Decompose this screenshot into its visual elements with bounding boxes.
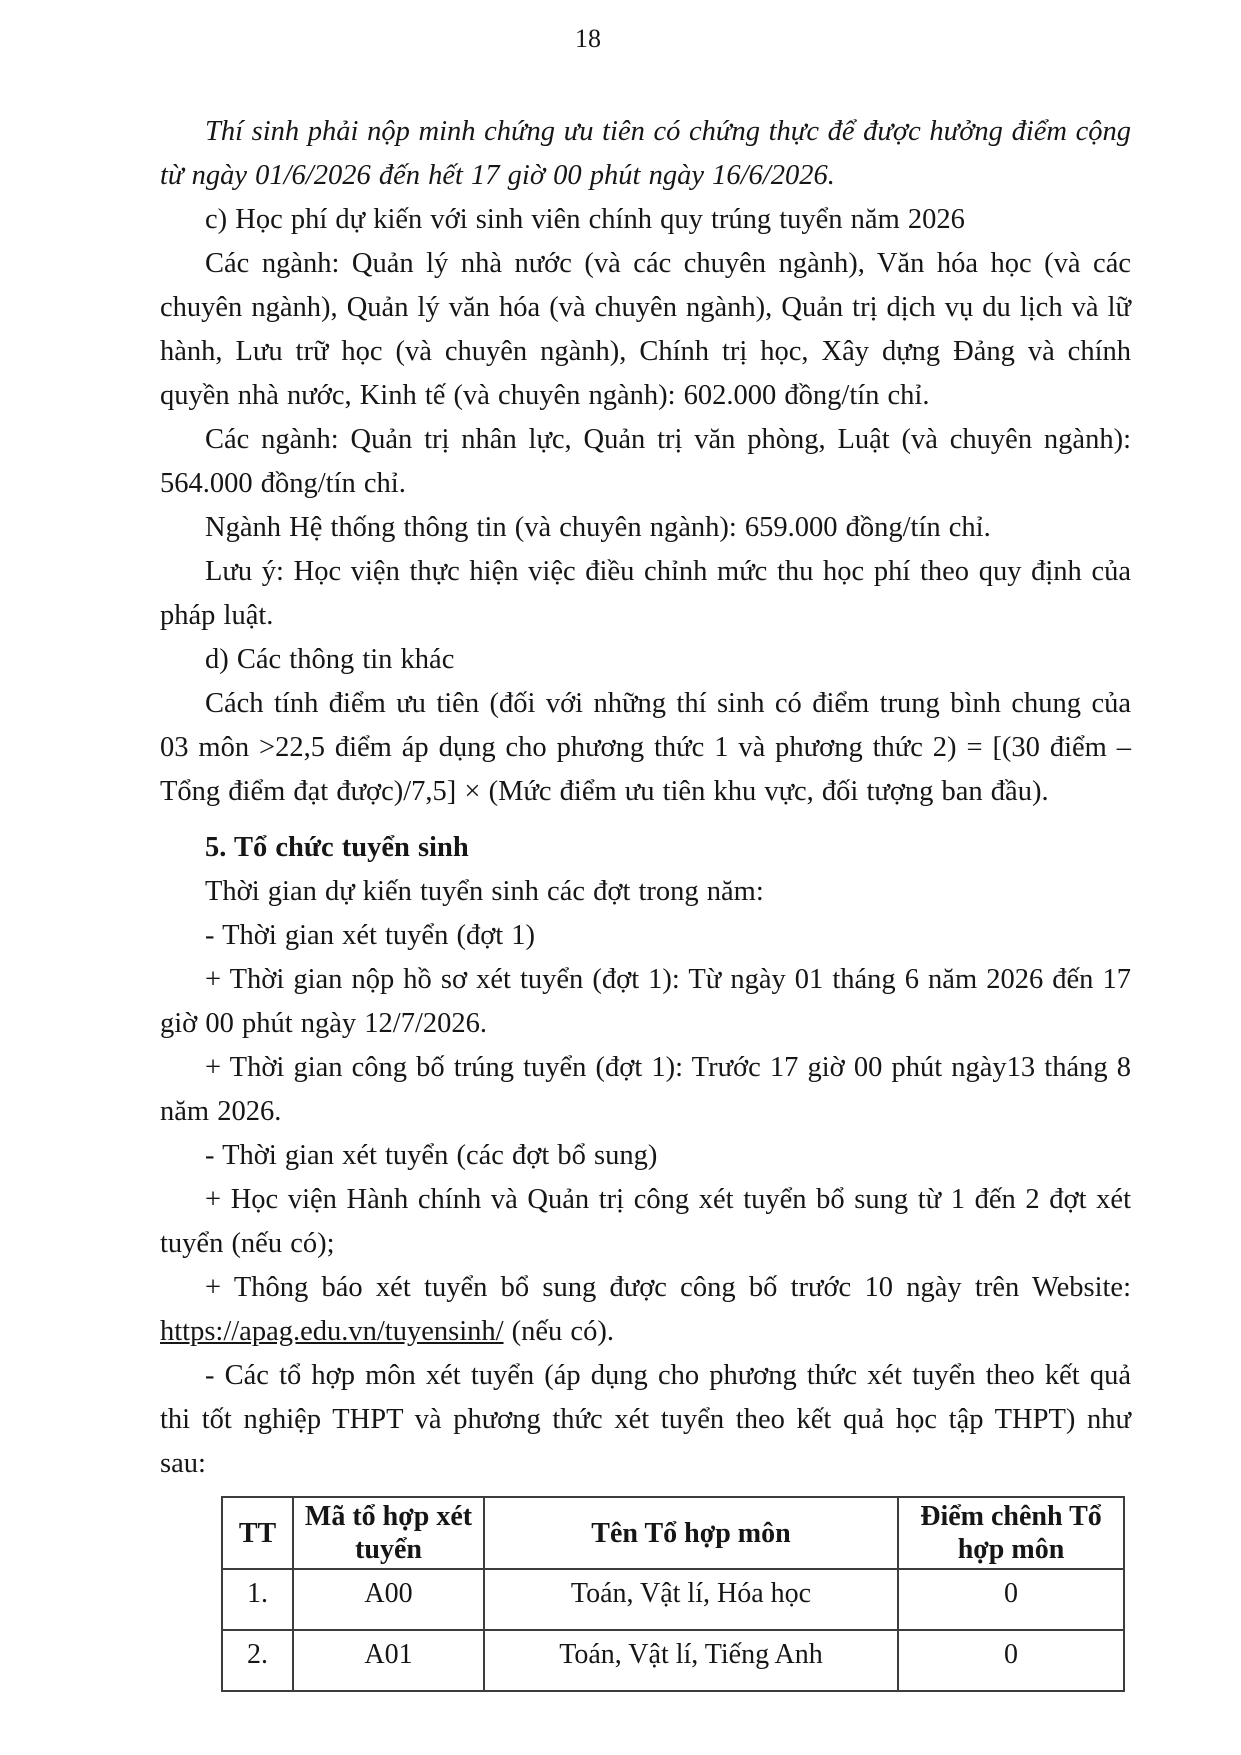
para-xet-tuyen-dot1-label: - Thời gian xét tuyển (đợt 1) xyxy=(205,920,536,951)
para-xet-tuyen-bo-sung-label: - Thời gian xét tuyển (các đợt bổ sung) xyxy=(205,1140,658,1171)
table-row xyxy=(222,1630,1124,1691)
table-row xyxy=(222,1569,1124,1630)
para-thong-bao-website xyxy=(160,1266,1131,1354)
para-to-hop-mon-xet-tuyen: - Các tổ hợp môn xét tuyển (áp dụng cho phương thức xét tuyển theo kết quả thi tốt nghiệp THPT và phương thức xét tuyển theo kết quả học tập THPT) như sau: xyxy=(160,1360,1131,1479)
para-priority-proof-note: Thí sinh phải nộp minh chứng ưu tiên có chứng thực để được hưởng điểm cộng từ ngày 01/6/2026 đến hết 17 giờ 00 phút ngày 16/6/2026. xyxy=(160,116,1131,191)
admission-combos-table xyxy=(221,1496,1125,1692)
col-header-ma-to-hop: Mã tổ hợp xét tuyển xyxy=(293,1497,484,1569)
website-text-post: (nếu có). xyxy=(503,1316,614,1347)
tuyensinh-link[interactable]: https://apag.edu.vn/tuyensinh/ xyxy=(160,1316,504,1347)
page-number: 18 xyxy=(575,24,601,53)
col-header-diem-chenh: Điểm chênh Tổ hợp môn xyxy=(898,1497,1124,1569)
col-header-tt: TT xyxy=(222,1497,293,1569)
para-nganh-602: Các ngành: Quản lý nhà nước (và các chuyên ngành), Văn hóa học (và các chuyên ngành), Quản lý văn hóa (và chuyên ngành), Quản trị dịch vụ du lịch và lữ hành, Lưu trữ học (và chuyên ngành), Chính trị học, Xây dựng Đảng và chính quyền nhà nước, Kinh tế (và chuyên ngành): 602.000 đồng/tín chỉ. xyxy=(160,248,1131,411)
para-so-dot-bo-sung: + Học viện Hành chính và Quản trị công xét tuyển bổ sung từ 1 đến 2 đợt xét tuyển (nếu có); xyxy=(160,1184,1131,1259)
para-nop-ho-so-dot1: + Thời gian nộp hồ sơ xét tuyển (đợt 1): Từ ngày 01 tháng 6 năm 2026 đến 17 giờ 00 phút ngày 12/7/2026. xyxy=(160,964,1131,1039)
cell-code: A00 xyxy=(293,1569,484,1630)
para-cach-tinh-diem-uu-tien: Cách tính điểm ưu tiên (đối với những thí sinh có điểm trung bình chung của 03 môn >22,5 điểm áp dụng cho phương thức 1 và phương thức 2) = [(30 điểm – Tổng điểm đạt được)/7,5] × (Mức điểm ưu tiên khu vực, đối tượng ban đầu). xyxy=(160,688,1131,807)
page-body xyxy=(160,110,1131,1692)
para-nganh-659: Ngành Hệ thống thông tin (và chuyên ngành): 659.000 đồng/tín chỉ. xyxy=(205,512,991,543)
cell-subjects: Toán, Vật lí, Hóa học xyxy=(484,1569,898,1630)
heading-to-chuc-tuyen-sinh: 5. Tổ chức tuyển sinh xyxy=(205,832,469,863)
para-nganh-564: Các ngành: Quản trị nhân lực, Quản trị văn phòng, Luật (và chuyên ngành): 564.000 đồng/tín chỉ. xyxy=(160,424,1131,499)
cell-code: A01 xyxy=(293,1630,484,1691)
table-header-row xyxy=(222,1497,1124,1569)
para-thoi-gian-du-kien: Thời gian dự kiến tuyển sinh các đợt trong năm: xyxy=(205,876,764,907)
para-cong-bo-trung-tuyen-dot1: + Thời gian công bố trúng tuyển (đợt 1): Trước 17 giờ 00 phút ngày13 tháng 8 năm 2026. xyxy=(160,1052,1131,1127)
cell-diff: 0 xyxy=(898,1569,1124,1630)
cell-subjects: Toán, Vật lí, Tiếng Anh xyxy=(484,1630,898,1691)
heading-thong-tin-khac: d) Các thông tin khác xyxy=(205,644,455,675)
col-header-ten-to-hop: Tên Tổ hợp môn xyxy=(484,1497,898,1569)
website-text-pre: + Thông báo xét tuyển bổ sung được công bố trước 10 ngày trên Website: xyxy=(205,1272,1131,1303)
cell-tt: 2. xyxy=(222,1630,293,1691)
heading-hoc-phi: c) Học phí dự kiến với sinh viên chính quy trúng tuyển năm 2026 xyxy=(205,204,965,235)
cell-tt: 1. xyxy=(222,1569,293,1630)
para-luu-y-hoc-phi: Lưu ý: Học viện thực hiện việc điều chỉnh mức thu học phí theo quy định của pháp luật. xyxy=(160,556,1131,631)
cell-diff: 0 xyxy=(898,1630,1124,1691)
